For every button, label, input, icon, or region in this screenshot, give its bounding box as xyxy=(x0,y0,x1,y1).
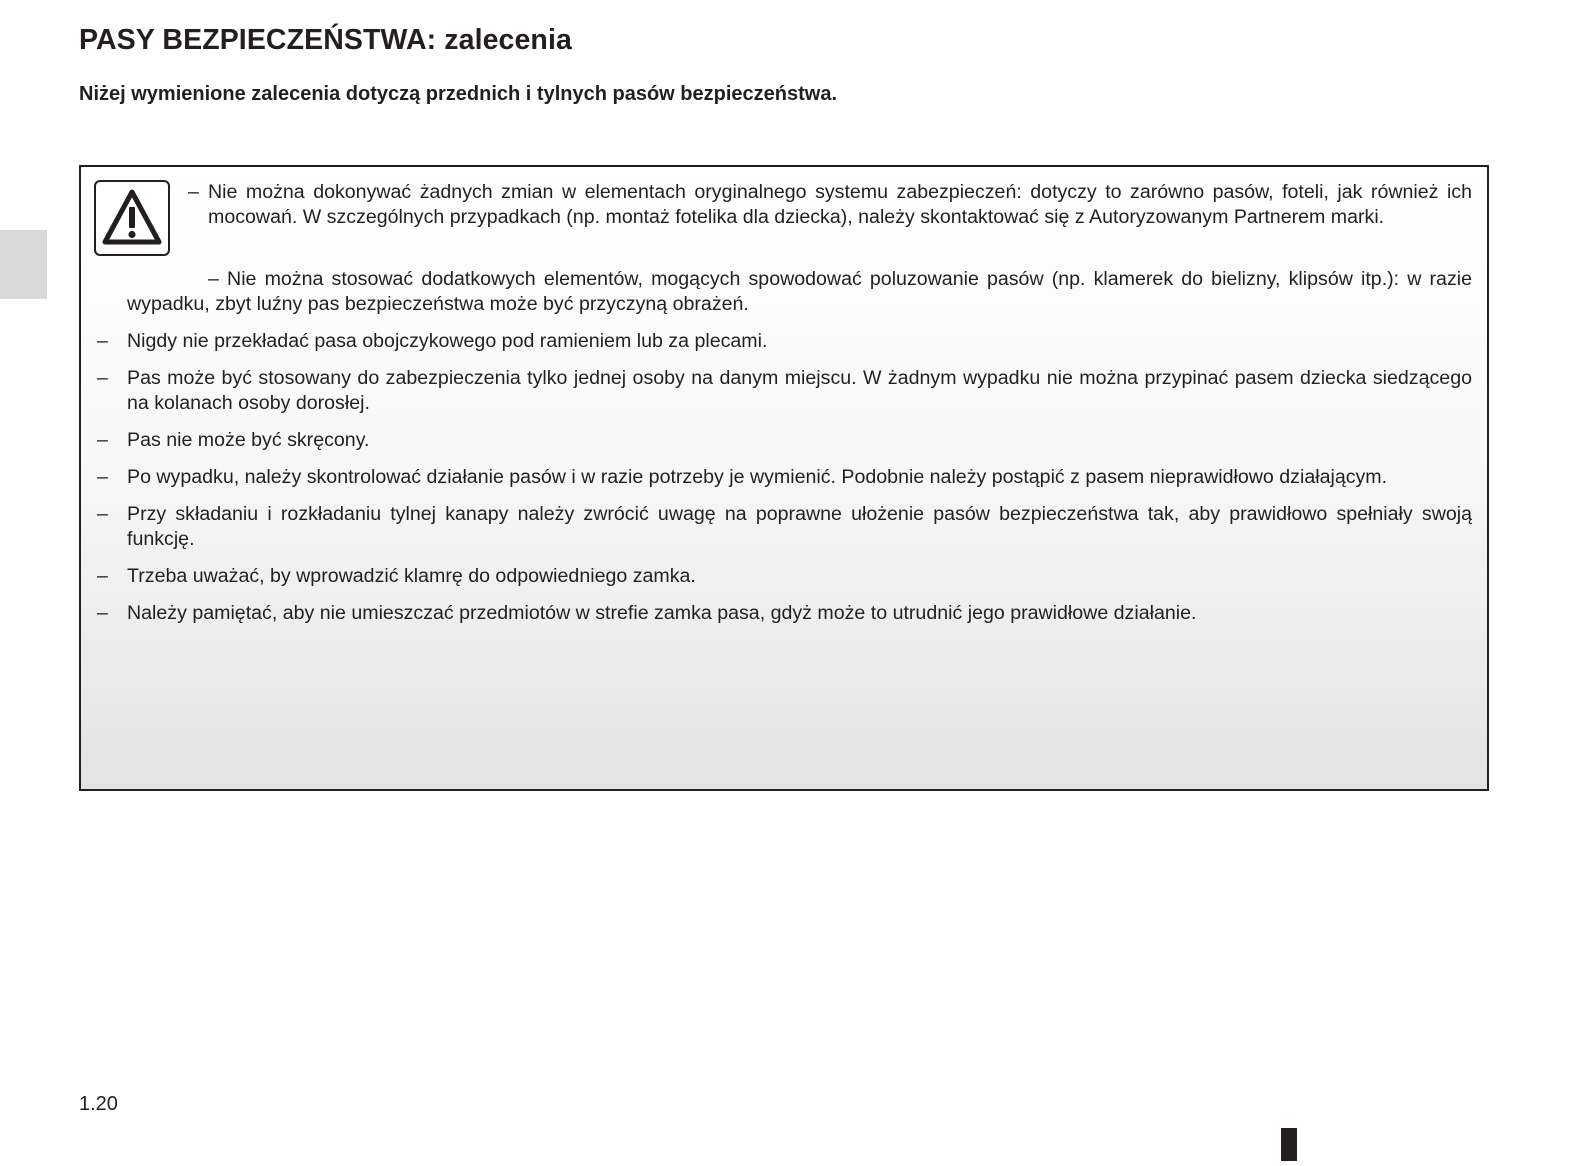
list-item xyxy=(97,502,1472,552)
list-item-text: Nigdy nie przekładać pasa obojczykowego pod ramieniem lub za plecami. xyxy=(127,330,768,352)
dash-marker: – xyxy=(97,330,108,352)
warning-item-text: Nie można stosować dodatkowych elementów, mogących spowodować poluzowanie pasów (np. klamerek do bielizny, klipsów itp.): w razie wypadku, zbyt luźny pas bezpieczeństwa może być przyczyną obrażeń. xyxy=(127,268,1472,315)
warning-list xyxy=(97,329,1472,638)
dash-marker: – xyxy=(188,181,199,203)
list-item-text: Należy pamiętać, aby nie umieszczać przedmiotów w strefie zamka pasa, gdyż może to utrudnić jego prawidłowe działanie. xyxy=(127,602,1197,624)
list-item xyxy=(97,329,1472,354)
dash-marker: – xyxy=(97,466,108,488)
dash-marker: – xyxy=(97,429,108,451)
crop-mark xyxy=(1281,1128,1297,1161)
page-title-sub: : zalecenia xyxy=(426,24,572,56)
list-item-text: Przy składaniu i rozkładaniu tylnej kanapy należy zwrócić uwagę na poprawne ułożenie pasów bezpieczeństwa tak, aby prawidłowo spełniały swoją funkcję. xyxy=(127,503,1472,550)
list-item xyxy=(97,428,1472,453)
warning-item-1 xyxy=(188,180,1472,230)
dash-marker: – xyxy=(208,268,219,290)
list-item-text: Trzeba uważać, by wprowadzić klamrę do odpowiedniego zamka. xyxy=(127,565,696,587)
dash-marker: – xyxy=(97,602,108,624)
warning-box xyxy=(79,165,1489,791)
dash-marker: – xyxy=(97,367,108,389)
dash-marker: – xyxy=(97,503,108,525)
list-item xyxy=(97,366,1472,416)
list-item xyxy=(97,601,1472,626)
list-item-text: Pas może być stosowany do zabezpieczenia tylko jednej osoby na danym miejscu. W żadnym wypadku nie można przypinać pasem dziecka siedzącego na kolanach osoby dorosłej. xyxy=(127,367,1472,414)
page-title xyxy=(79,24,572,57)
list-item-text: Po wypadku, należy skontrolować działanie pasów i w razie potrzeby je wymienić. Podobnie należy postąpić z pasem nieprawidłowo działającym. xyxy=(127,466,1388,488)
list-item xyxy=(97,465,1472,490)
list-item xyxy=(97,564,1472,589)
dash-marker: – xyxy=(97,565,108,587)
section-side-tab xyxy=(0,230,47,299)
warning-item-text: Nie można dokonywać żadnych zmian w elementach oryginalnego systemu zabezpieczeń: dotyczy to zarówno pasów, foteli, jak również ich mocowań. W szczególnych przypadkach (np. montaż fotelika dla dziecka), należy skontaktować się z Autoryzowanym Partnerem marki. xyxy=(208,181,1472,228)
warning-item-2 xyxy=(127,267,1472,317)
page-number: 1.20 xyxy=(79,1093,118,1115)
list-item-text: Pas nie może być skręcony. xyxy=(127,429,370,451)
page-title-main: PASY BEZPIECZEŃSTWA xyxy=(79,24,427,56)
intro-text: Niżej wymienione zalecenia dotyczą przednich i tylnych pasów bezpieczeństwa. xyxy=(79,83,837,105)
warning-triangle-icon xyxy=(94,180,170,256)
